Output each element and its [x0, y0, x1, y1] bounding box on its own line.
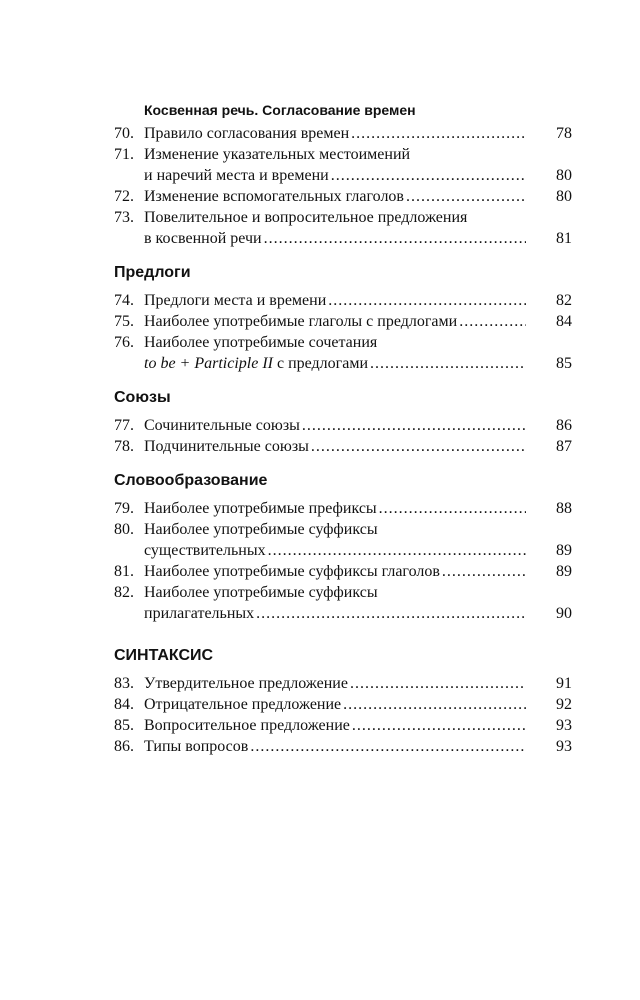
entry-title-line-2 — [144, 353, 368, 374]
entry-title-line-1: Наиболее употребимые суффиксы — [144, 584, 378, 601]
entry-page-number: 93 — [556, 717, 572, 734]
entry-title-line-2: и наречий места и времени — [144, 167, 329, 184]
entry-number: 74. — [114, 292, 134, 309]
entry-page-number: 92 — [556, 696, 572, 713]
entry-number: 83. — [114, 675, 134, 692]
leader-dots — [326, 290, 526, 311]
entry-number: 78. — [114, 438, 134, 455]
entry-page-number: 84 — [556, 313, 572, 330]
entry-number: 79. — [114, 500, 134, 517]
entry-number: 81. — [114, 563, 134, 580]
leader-dots — [404, 186, 526, 207]
entry-page-number: 82 — [556, 292, 572, 309]
leader-dots — [266, 540, 526, 561]
entry-number: 73. — [114, 209, 134, 226]
entry-title: Сочинительные союзы — [144, 417, 300, 434]
leader-dots — [248, 736, 526, 757]
entry-number: 71. — [114, 146, 134, 163]
entry-number: 70. — [114, 125, 134, 142]
toc-entry-77 — [114, 415, 572, 436]
leader-dots — [254, 603, 526, 624]
entry-title: Типы вопросов — [144, 738, 249, 755]
leader-dots — [262, 228, 526, 249]
entry-number: 80. — [114, 521, 134, 538]
entry-title: Наиболее употребимые глаголы с предлогами — [144, 313, 458, 330]
entry-page-number: 93 — [556, 738, 572, 755]
toc-entry-75 — [114, 311, 572, 332]
leader-dots — [440, 561, 526, 582]
leader-dots — [457, 311, 526, 332]
toc-entry-72 — [114, 186, 572, 207]
leader-dots — [329, 165, 526, 186]
entry-title: Утвердительное предложение — [144, 675, 348, 692]
entry-page-number: 81 — [556, 230, 572, 247]
entry-title: Изменение вспомогательных глаголов — [144, 188, 404, 205]
entry-page-number: 89 — [556, 563, 572, 580]
toc-entry-79 — [114, 498, 572, 519]
entry-page-number: 89 — [556, 542, 572, 559]
entry-number: 84. — [114, 696, 134, 713]
toc-entry-74 — [114, 290, 572, 311]
entry-title: Предлоги места и времени — [144, 292, 327, 309]
entry-title-line-1: Повелительное и вопросительное предложения — [144, 209, 468, 226]
entry-title-suffix: с предлогами — [272, 355, 369, 372]
leader-dots — [368, 353, 526, 374]
leader-dots — [350, 715, 526, 736]
toc-entry-70 — [114, 123, 572, 144]
grammar-formula: to be + Participle II — [144, 355, 273, 372]
entry-title-line-1: Наиболее употребимые суффиксы — [144, 521, 378, 538]
entry-page-number: 85 — [556, 355, 572, 372]
toc-entry-84 — [114, 694, 572, 715]
toc-entry-80 — [114, 519, 572, 561]
leader-dots — [349, 123, 526, 144]
table-of-contents — [114, 98, 572, 757]
toc-entry-78 — [114, 436, 572, 457]
part-heading-syntax: СИНТАКСИС — [114, 647, 214, 664]
section-heading-word-formation: Словообразование — [114, 472, 268, 489]
toc-entry-83 — [114, 673, 572, 694]
entry-title: Правило согласования времен — [144, 125, 350, 142]
entry-title: Отрицательное предложение — [144, 696, 342, 713]
entry-page-number: 90 — [556, 605, 572, 622]
entry-number: 76. — [114, 334, 134, 351]
toc-entry-81 — [114, 561, 572, 582]
section-heading-conjunctions: Союзы — [114, 389, 171, 406]
entry-page-number: 87 — [556, 438, 572, 455]
toc-entry-85 — [114, 715, 572, 736]
leader-dots — [377, 498, 526, 519]
leader-dots — [348, 673, 526, 694]
toc-entry-82 — [114, 582, 572, 624]
entry-title-line-1: Наиболее употребимые сочетания — [144, 334, 378, 351]
leader-dots — [309, 436, 526, 457]
entry-title-line-1: Изменение указательных местоимений — [144, 146, 411, 163]
toc-entry-71 — [114, 144, 572, 186]
entry-number: 75. — [114, 313, 134, 330]
entry-title-line-2: прилагательных — [144, 605, 255, 622]
entry-number: 82. — [114, 584, 134, 601]
entry-page-number: 78 — [556, 125, 572, 142]
leader-dots — [300, 415, 526, 436]
entry-number: 86. — [114, 738, 134, 755]
entry-page-number: 86 — [556, 417, 572, 434]
entry-title: Наиболее употребимые суффиксы глаголов — [144, 563, 440, 580]
entry-title: Наиболее употребимые префиксы — [144, 500, 377, 517]
toc-entry-86 — [114, 736, 572, 757]
entry-number: 85. — [114, 717, 134, 734]
entry-page-number: 80 — [556, 188, 572, 205]
entry-title-line-2: в косвенной речи — [144, 230, 262, 247]
entry-number: 77. — [114, 417, 134, 434]
entry-page-number: 88 — [556, 500, 572, 517]
entry-page-number: 91 — [556, 675, 572, 692]
toc-entry-76 — [114, 332, 572, 374]
entry-number: 72. — [114, 188, 134, 205]
section-heading-prepositions: Предлоги — [114, 264, 191, 281]
entry-page-number: 80 — [556, 167, 572, 184]
toc-entry-73 — [114, 207, 572, 249]
subsection-heading-reported-speech: Косвенная речь. Согласование времен — [144, 102, 416, 118]
leader-dots — [341, 694, 526, 715]
entry-title: Вопросительное предложение — [144, 717, 350, 734]
entry-title: Подчинительные союзы — [144, 438, 309, 455]
entry-title-line-2: существительных — [144, 542, 266, 559]
